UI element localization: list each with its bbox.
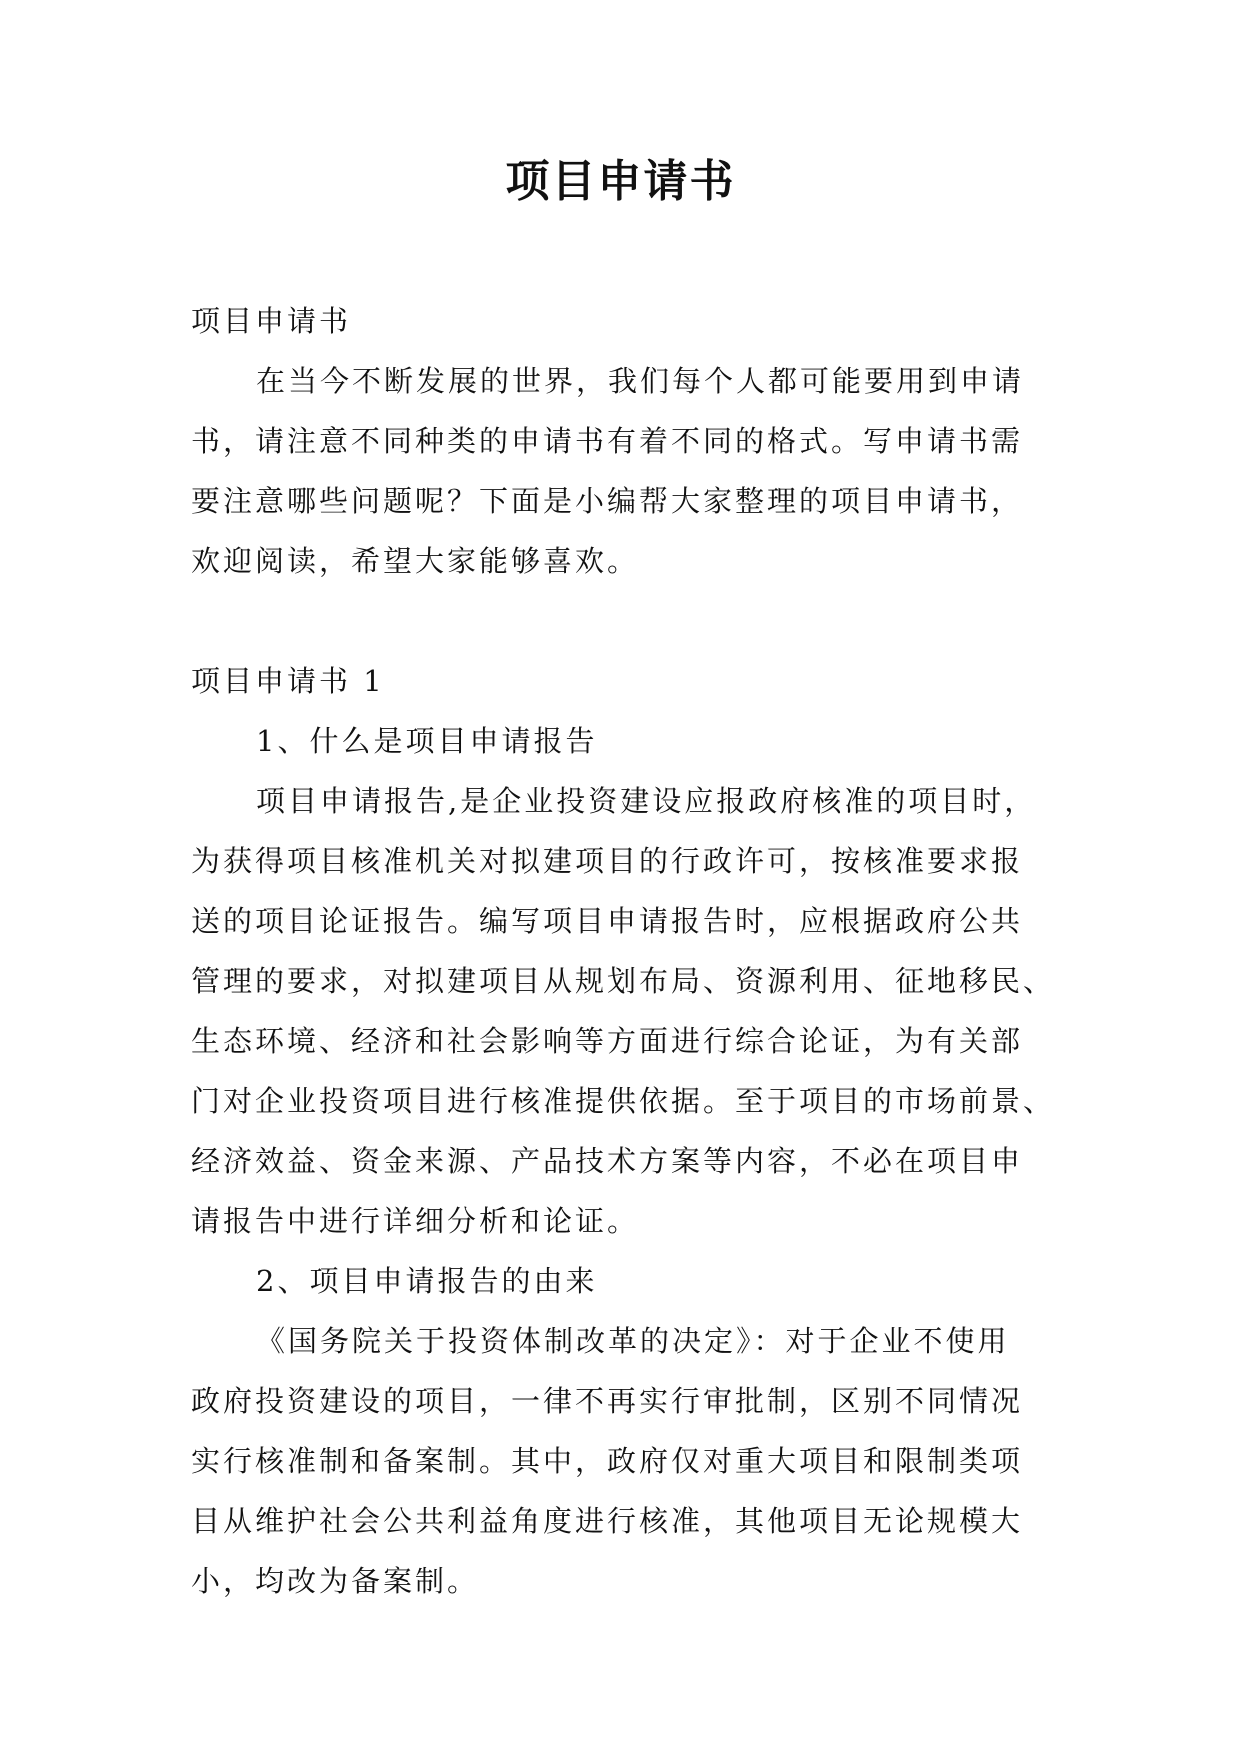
document-title: 项目申请书 (505, 156, 736, 207)
paragraph-line: 欢迎阅读，希望大家能够喜欢。 (191, 544, 640, 578)
paragraph-line: 管理的要求，对拟建项目从规划布局、资源利用、征地移民、 (191, 964, 1056, 998)
blank-line (191, 591, 1061, 651)
paragraph-line: 小，均改为备案制。 (191, 1564, 480, 1598)
paragraph-line: 目从维护社会公共利益角度进行核准，其他项目无论规模大 (191, 1504, 1024, 1538)
paragraph-line: 请报告中进行详细分析和论证。 (191, 1204, 640, 1238)
paragraph-line: 要注意哪些问题呢？下面是小编帮大家整理的项目申请书， (191, 484, 1024, 518)
paragraph-line: 门对企业投资项目进行核准提供依据。至于项目的市场前景、 (191, 1084, 1056, 1118)
paragraph-line: 政府投资建设的项目，一律不再实行审批制，区别不同情况 (191, 1384, 1024, 1418)
paragraph-line: 经济效益、资金来源、产品技术方案等内容，不必在项目申 (191, 1144, 1024, 1178)
paragraph-line: 为获得项目核准机关对拟建项目的行政许可，按核准要求报 (191, 844, 1024, 878)
subsection-heading: 2、项目申请报告的由来 (256, 1264, 598, 1298)
paragraph-line: 实行核准制和备案制。其中，政府仅对重大项目和限制类项 (191, 1444, 1024, 1478)
document-body (191, 291, 1061, 1611)
section-heading: 项目申请书 (191, 304, 352, 338)
section-heading: 项目申请书 1 (191, 664, 385, 698)
subsection-heading: 1、什么是项目申请报告 (256, 724, 598, 758)
paragraph-line: 项目申请报告,是企业投资建设应报政府核准的项目时， (256, 784, 1037, 818)
paragraph-line: 书，请注意不同种类的申请书有着不同的格式。写申请书需 (191, 424, 1024, 458)
paragraph-line: 在当今不断发展的世界，我们每个人都可能要用到申请 (256, 364, 1025, 398)
paragraph-line: 生态环境、经济和社会影响等方面进行综合论证，为有关部 (191, 1024, 1024, 1058)
paragraph-line: 《国务院关于投资体制改革的决定》：对于企业不使用 (256, 1324, 1010, 1358)
paragraph-line: 送的项目论证报告。编写项目申请报告时，应根据政府公共 (191, 904, 1024, 938)
